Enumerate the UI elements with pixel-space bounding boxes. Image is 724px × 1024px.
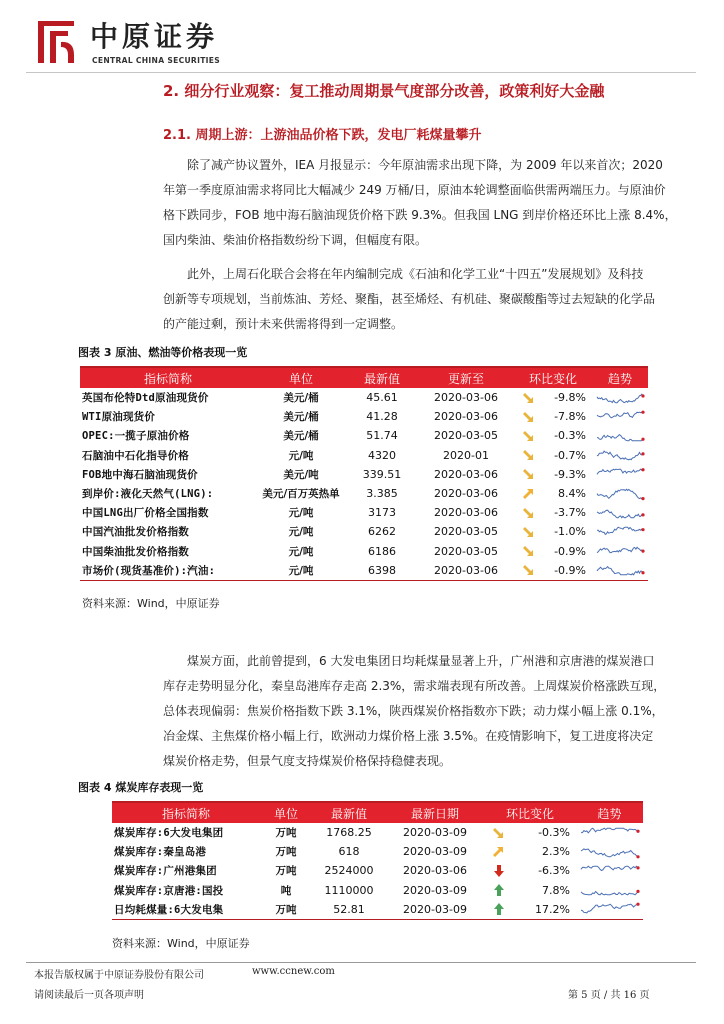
unit: 吨	[280, 884, 292, 897]
indicator-name: 英国布伦特Dtd原油现货价	[82, 392, 209, 405]
table-row	[112, 881, 643, 900]
trend-cell	[592, 505, 648, 521]
unit: 美元/桶	[283, 411, 319, 424]
trend-cell	[592, 447, 648, 463]
paragraph-line: 此外，上周石化联合会将在年内编制完成《石油和化学工业“十四五”发展规划》及科技	[187, 267, 644, 281]
unit: 美元/百万英热单	[262, 488, 340, 501]
column-header: 最新值	[330, 806, 367, 821]
change-cell	[514, 506, 592, 520]
change-value: -0.9%	[554, 544, 586, 558]
latest-value: 618	[338, 845, 360, 859]
change-value: -7.8%	[554, 410, 586, 424]
update-date: 2020-03-06	[434, 487, 498, 501]
update-date: 2020-03-05	[434, 525, 498, 539]
paragraph-line: 格下跌同步，FOB 地中海石脑油现货价格下跌 9.3%。但我国 LNG 到岸价格还环比上涨 8.4%，	[163, 208, 677, 222]
unit: 元/吨	[288, 545, 314, 558]
change-value: -9.8%	[554, 391, 586, 405]
update-date: 2020-03-09	[403, 845, 467, 859]
change-value: 8.4%	[558, 487, 586, 501]
trend-cell	[592, 466, 648, 482]
paragraph-oil	[163, 153, 698, 253]
update-date: 2020-03-06	[434, 391, 498, 405]
latest-value: 6186	[368, 544, 396, 558]
column-header: 趋势	[607, 371, 632, 386]
figure-3-title: 图表 3 原油、燃油等价格表现一览	[78, 346, 248, 359]
unit: 元/吨	[288, 449, 314, 462]
latest-value: 41.28	[366, 410, 398, 424]
change-value: 17.2%	[535, 902, 570, 916]
table-row	[112, 900, 643, 919]
figure-4-title: 图表 4 煤炭库存表现一览	[78, 781, 204, 794]
change-cell	[484, 845, 576, 859]
change-value: -6.3%	[538, 864, 570, 878]
update-date: 2020-03-09	[403, 826, 467, 840]
change-cell	[484, 864, 576, 878]
arrow-down-icon	[492, 864, 506, 878]
arrow-down-icon	[492, 826, 506, 840]
change-cell	[484, 883, 576, 897]
table-header-row	[80, 368, 648, 388]
change-value: -9.3%	[554, 467, 586, 481]
trend-cell	[592, 562, 648, 578]
paragraph-petrochem	[163, 262, 698, 337]
column-header: 更新至	[447, 371, 484, 386]
paragraph-line: 年第一季度原油需求将同比大幅减少 249 万桶/日，原油本轮调整面临供需两端压力。与原油价	[163, 183, 666, 197]
trend-cell	[592, 428, 648, 444]
paragraph-line: 总体表现偏弱：焦炭价格指数下跌 3.1%，陕西煤炭价格指数亦下跌；动力煤小幅上涨 0.1%，	[163, 704, 664, 718]
unit: 美元/桶	[283, 392, 319, 405]
change-cell	[484, 902, 576, 916]
indicator-name: 到岸价:液化天然气(LNG):	[82, 488, 214, 501]
indicator-name: 中国汽油批发价格指数	[82, 526, 189, 539]
table-row	[80, 542, 648, 561]
change-cell	[514, 563, 592, 577]
paragraph-line: 国内柴油、柴油价格指数纷纷下调，但幅度有限。	[163, 233, 428, 247]
latest-value: 1110000	[324, 883, 374, 897]
footer-divider	[26, 962, 696, 963]
subsection-heading: 2.1. 周期上游：上游油品价格下跌，发电厂耗煤量攀升	[163, 128, 482, 143]
indicator-name: 煤炭库存:6大发电集团	[114, 827, 224, 840]
update-date: 2020-03-06	[403, 864, 467, 878]
paragraph-line: 冶金煤、主焦煤价格小幅上行，欧洲动力煤价格上涨 3.5%。在疫情影响下，复工进度将决定	[163, 729, 654, 743]
change-cell	[484, 826, 576, 840]
column-header: 最新值	[363, 371, 400, 386]
trend-cell	[592, 409, 648, 425]
change-cell	[514, 487, 592, 501]
latest-value: 3.385	[366, 487, 398, 501]
arrow-down-icon	[522, 525, 536, 539]
latest-value: 6262	[368, 525, 396, 539]
table-row	[112, 823, 643, 842]
table-row	[80, 388, 648, 407]
latest-value: 339.51	[362, 467, 402, 481]
figure-3-source: 资料来源：Wind，中原证券	[82, 597, 220, 610]
update-date: 2020-03-09	[403, 883, 467, 897]
unit: 万吨	[275, 846, 297, 859]
latest-value: 2524000	[324, 864, 374, 878]
unit: 元/吨	[288, 526, 314, 539]
unit: 美元/吨	[283, 468, 319, 481]
trend-sparkline	[595, 409, 645, 425]
unit: 万吨	[275, 827, 297, 840]
arrow-down-icon	[522, 506, 536, 520]
indicator-name: FOB地中海石脑油现货价	[82, 468, 198, 481]
trend-sparkline	[579, 882, 640, 898]
arrow-up-icon	[492, 902, 506, 916]
coal-inventory-table	[112, 801, 643, 920]
change-value: -0.3%	[554, 429, 586, 443]
trend-cell	[592, 390, 648, 406]
table-row	[80, 484, 648, 503]
column-header: 指标简称	[161, 806, 210, 821]
table-row	[112, 861, 643, 880]
brand-name-cn: 中原证券	[90, 20, 219, 53]
arrow-down-icon	[522, 391, 536, 405]
column-header: 环比变化	[505, 806, 554, 821]
change-cell	[514, 410, 592, 424]
trend-sparkline	[579, 825, 640, 841]
unit: 元/吨	[288, 507, 314, 520]
page-header	[0, 0, 724, 74]
column-header: 单位	[273, 806, 298, 821]
indicator-name: 煤炭库存:京唐港:国投	[114, 884, 224, 897]
table-row	[80, 465, 648, 484]
change-cell	[514, 544, 592, 558]
trend-cell	[592, 524, 648, 540]
unit: 万吨	[275, 865, 297, 878]
section-heading: 2. 细分行业观察：复工推动周期景气度部分改善，政策利好大金融	[163, 82, 605, 100]
indicator-name: OPEC:一揽子原油价格	[82, 430, 190, 443]
table-row	[80, 407, 648, 426]
footer-page-number: 第 5 页 / 共 16 页	[568, 990, 650, 1001]
trend-sparkline	[595, 428, 645, 444]
unit: 美元/桶	[283, 430, 319, 443]
table-row	[80, 522, 648, 541]
change-value: 2.3%	[542, 845, 570, 859]
unit: 元/吨	[288, 564, 314, 577]
update-date: 2020-03-09	[403, 902, 467, 916]
trend-sparkline	[595, 447, 645, 463]
arrow-down-icon	[522, 467, 536, 481]
indicator-name: WTI原油现货价	[82, 411, 156, 424]
latest-value: 51.74	[366, 429, 398, 443]
table-row	[80, 446, 648, 465]
update-date: 2020-03-06	[434, 467, 498, 481]
indicator-name: 市场价(现货基准价):汽油:	[82, 564, 216, 577]
trend-sparkline	[595, 390, 645, 406]
oil-price-table	[80, 366, 648, 581]
arrow-up-icon	[492, 883, 506, 897]
latest-value: 3173	[368, 506, 396, 520]
header-divider	[26, 72, 696, 73]
column-header: 环比变化	[528, 371, 577, 386]
footer-website[interactable]: www.ccnew.com	[252, 966, 335, 977]
trend-sparkline	[595, 486, 645, 502]
table-row	[80, 503, 648, 522]
table-row	[112, 842, 643, 861]
indicator-name: 中国柴油批发价格指数	[82, 545, 189, 558]
column-header: 指标简称	[143, 371, 192, 386]
trend-sparkline	[595, 524, 645, 540]
change-value: 7.8%	[542, 883, 570, 897]
update-date: 2020-03-05	[434, 544, 498, 558]
paragraph-line: 煤炭方面，此前曾提到，6 大发电集团日均耗煤量显著上升，广州港和京唐港的煤炭港口	[187, 654, 655, 668]
footer-notice: 请阅读最后一页各项声明	[34, 990, 144, 1001]
paragraph-line: 的产能过剩，预计未来供需将得到一定调整。	[163, 317, 404, 331]
table-row	[80, 561, 648, 580]
indicator-name: 日均耗煤量:6大发电集	[114, 903, 224, 916]
arrow-down-icon	[522, 410, 536, 424]
update-date: 2020-03-06	[434, 410, 498, 424]
table-row	[80, 426, 648, 445]
trend-cell	[592, 543, 648, 559]
change-value: -0.3%	[538, 826, 570, 840]
arrow-up-icon	[492, 845, 506, 859]
change-cell	[514, 525, 592, 539]
update-date: 2020-03-06	[434, 506, 498, 520]
latest-value: 4320	[368, 448, 396, 462]
trend-sparkline	[579, 844, 640, 860]
latest-value: 45.61	[366, 391, 398, 405]
change-cell	[514, 448, 592, 462]
trend-cell	[576, 882, 643, 898]
trend-cell	[576, 901, 643, 917]
table-header-row	[112, 803, 643, 823]
update-date: 2020-03-05	[434, 429, 498, 443]
latest-value: 6398	[368, 563, 396, 577]
trend-cell	[576, 844, 643, 860]
footer-copyright: 本报告版权属于中原证券股份有限公司	[34, 970, 204, 981]
figure-4-source: 资料来源：Wind，中原证券	[112, 937, 250, 950]
trend-sparkline	[579, 863, 640, 879]
trend-sparkline	[595, 562, 645, 578]
paragraph-line: 煤炭价格走势，但景气度支持煤炭价格保持稳健表现。	[163, 754, 452, 768]
change-value: -0.7%	[554, 448, 586, 462]
change-value: -1.0%	[554, 525, 586, 539]
paragraph-line: 除了减产协议置外，IEA 月报显示：今年原油需求出现下降，为 2009 年以来首次；2020	[187, 158, 663, 172]
trend-cell	[576, 825, 643, 841]
trend-cell	[576, 863, 643, 879]
arrow-up-icon	[522, 487, 536, 501]
unit: 万吨	[275, 903, 297, 916]
column-header: 趋势	[597, 806, 622, 821]
indicator-name: 石脑油中石化指导价格	[82, 449, 189, 462]
change-value: -0.9%	[554, 563, 586, 577]
change-cell	[514, 391, 592, 405]
change-value: -3.7%	[554, 506, 586, 520]
zhongyuan-logo-icon	[34, 17, 78, 67]
update-date: 2020-03-06	[434, 563, 498, 577]
arrow-down-icon	[522, 429, 536, 443]
latest-value: 1768.25	[326, 826, 372, 840]
change-cell	[514, 467, 592, 481]
trend-cell	[592, 486, 648, 502]
indicator-name: 煤炭库存:广州港集团	[114, 865, 217, 878]
arrow-down-icon	[522, 563, 536, 577]
trend-sparkline	[595, 505, 645, 521]
latest-value: 52.81	[333, 902, 365, 916]
paragraph-line: 创新等专项规划，当前炼油、芳烃、聚酯，甚至烯烃、有机硅、聚碳酸酯等过去短缺的化学品	[163, 292, 656, 306]
brand-name-en: CENTRAL CHINA SECURITIES	[92, 56, 221, 65]
indicator-name: 煤炭库存:秦皇岛港	[114, 846, 207, 859]
arrow-down-icon	[522, 544, 536, 558]
indicator-name: 中国LNG出厂价格全国指数	[82, 507, 209, 520]
arrow-down-icon	[522, 448, 536, 462]
trend-sparkline	[595, 466, 645, 482]
trend-sparkline	[579, 901, 640, 917]
change-cell	[514, 429, 592, 443]
paragraph-coal	[163, 649, 698, 774]
paragraph-line: 库存走势明显分化，秦皇岛港库存走高 2.3%，需求端表现有所改善。上周煤炭价格涨跌互现，	[163, 679, 666, 693]
column-header: 最新日期	[410, 806, 459, 821]
trend-sparkline	[595, 543, 645, 559]
column-header: 单位	[288, 371, 313, 386]
update-date: 2020-01	[443, 448, 489, 462]
